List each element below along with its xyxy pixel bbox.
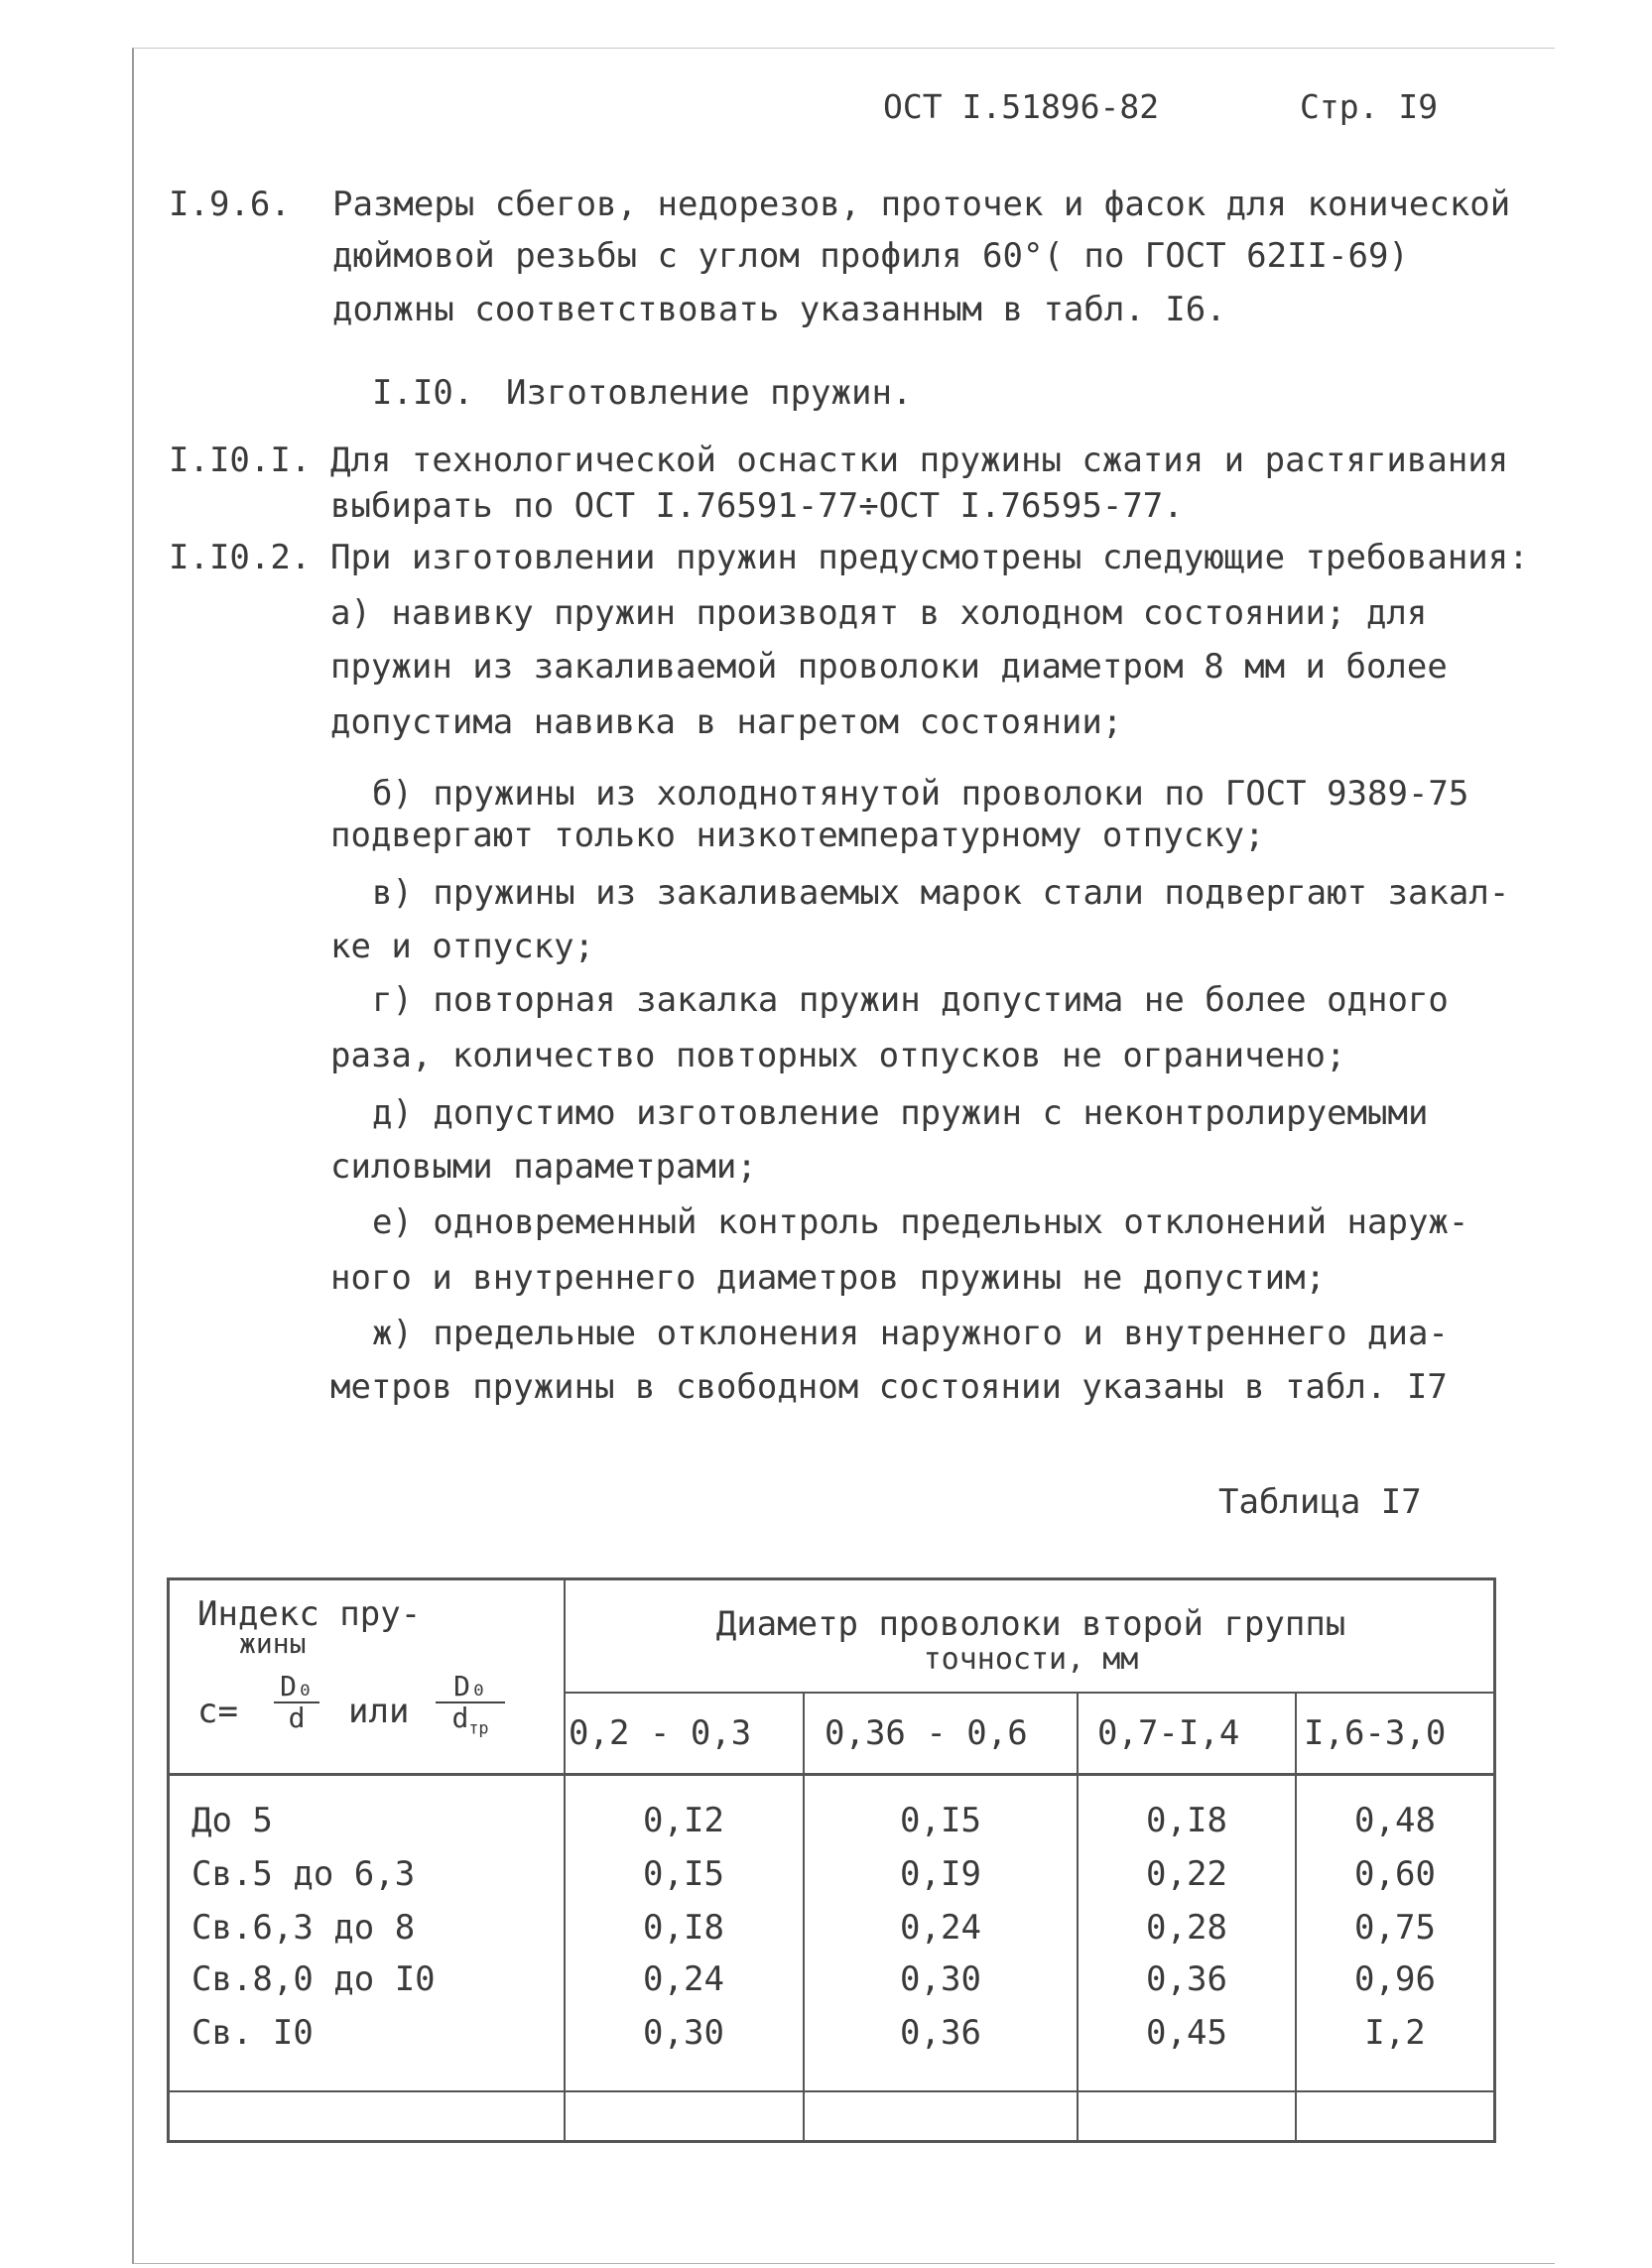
index-header: жины — [239, 1627, 307, 1660]
table-17 — [167, 1577, 1496, 2143]
list-item-d: д) допустимо изготовление пружин с неконтролируемыми — [372, 1093, 1429, 1133]
row-label: Св.6,3 до 8 — [191, 1908, 416, 1948]
table-cell: 0,I9 — [900, 1854, 981, 1894]
text-line: выбирать по ОСТ I.76591-77÷ОСТ I.76595-77. — [330, 486, 1184, 526]
text-line: раза, количество повторных отпусков не ограничено; — [330, 1036, 1346, 1075]
text-line: подвергают только низкотемпературному отпуску; — [330, 816, 1265, 855]
fraction-numerator: D₀ — [274, 1672, 319, 1703]
text-line: При изготовлении пружин предусмотрены следующие требования: — [330, 538, 1529, 577]
group-header: точности, мм — [923, 1642, 1139, 1677]
section-title: Изготовление пружин. — [506, 373, 913, 413]
fraction-denominator-sub: тр — [468, 1717, 489, 1738]
page-number: Стр. I9 — [1300, 87, 1439, 126]
table-cell: 0,96 — [1354, 1959, 1436, 1999]
table-cell: 0,I8 — [1146, 1801, 1227, 1840]
list-item-v: в) пружины из закаливаемых марок стали подвергают закал- — [372, 873, 1510, 913]
table-cell: 0,I8 — [643, 1908, 724, 1948]
table-cell: 0,I5 — [900, 1801, 981, 1840]
table-cell: 0,48 — [1354, 1801, 1436, 1840]
index-header: Индекс пру- — [197, 1594, 422, 1634]
text-line: пружин из закаливаемой проволоки диаметром 8 мм и более — [330, 647, 1448, 687]
clause-number: I.I0.I. — [169, 441, 312, 480]
text-line: Для технологической оснастки пружины сжатия и растягивания — [330, 441, 1509, 480]
table-rule — [564, 1692, 1493, 1694]
text-line: силовыми параметрами; — [330, 1147, 757, 1187]
column-header: 0,36 - 0,6 — [825, 1713, 1028, 1753]
fraction-numerator: D₀ — [436, 1672, 505, 1703]
formula-fraction — [274, 1672, 319, 1733]
fraction-denominator-base: d — [451, 1701, 469, 1734]
table-cell: 0,30 — [900, 1959, 981, 1999]
list-item-zh: ж) предельные отклонения наружного и внутреннего диа- — [372, 1314, 1449, 1353]
table-cell: 0,45 — [1146, 2013, 1227, 2053]
text-line: Размеры сбегов, недорезов, проточек и фасок для конической — [332, 185, 1511, 224]
column-header: I,6-3,0 — [1304, 1713, 1447, 1753]
column-header: 0,7-I,4 — [1097, 1713, 1240, 1753]
formula-fraction — [436, 1672, 505, 1743]
clause-number: I.I0.2. — [169, 538, 312, 577]
row-label: Св. I0 — [191, 2013, 314, 2053]
table-cell: 0,22 — [1146, 1854, 1227, 1894]
table-cell: 0,24 — [643, 1959, 724, 1999]
text-line: метров пружины в свободном состоянии указаны в табл. I7 — [330, 1367, 1448, 1407]
row-label: До 5 — [191, 1801, 273, 1840]
clause-number: I.9.6. — [169, 185, 291, 224]
list-item-a: а) навивку пружин производят в холодном состоянии; для — [330, 593, 1428, 633]
table-header-rule — [170, 1773, 1493, 1776]
text-line: допустима навивка в нагретом состоянии; — [330, 702, 1123, 742]
table-cell: 0,24 — [900, 1908, 981, 1948]
table-cell: 0,I2 — [643, 1801, 724, 1840]
table-cell: 0,60 — [1354, 1854, 1436, 1894]
fraction-denominator — [436, 1703, 505, 1743]
text-line: ного и внутреннего диаметров пружины не допустим; — [330, 1258, 1327, 1298]
fraction-denominator: d — [288, 1701, 306, 1734]
list-item-e: е) одновременный контроль предельных отклонений наруж- — [372, 1202, 1469, 1242]
table-cell: 0,36 — [1146, 1959, 1227, 1999]
document-code: ОСТ I.51896-82 — [883, 87, 1160, 126]
list-item-b: б) пружины из холоднотянутой проволоки по ГОСТ 9389-75 — [372, 774, 1469, 814]
column-header: 0,2 - 0,3 — [569, 1713, 752, 1753]
table-caption: Таблица I7 — [1218, 1482, 1422, 1522]
table-cell: 0,I5 — [643, 1854, 724, 1894]
table-cell: I,2 — [1364, 2013, 1426, 2053]
list-item-g: г) повторная закалка пружин допустима не более одного — [372, 980, 1449, 1020]
group-header: Диаметр проволоки второй группы — [715, 1604, 1346, 1644]
table-cell: 0,28 — [1146, 1908, 1227, 1948]
row-label: Св.8,0 до I0 — [191, 1959, 436, 1999]
text-line: ке и отпуску; — [330, 927, 595, 966]
section-number: I.I0. — [372, 373, 474, 413]
table-cell: 0,36 — [900, 2013, 981, 2053]
table-cell: 0,30 — [643, 2013, 724, 2053]
formula-prefix: c= — [197, 1692, 238, 1731]
row-label: Св.5 до 6,3 — [191, 1854, 416, 1894]
text-line: дюймовой резьбы с углом профиля 60°( по ГОСТ 62II-69) — [332, 236, 1409, 276]
table-cell: 0,75 — [1354, 1908, 1436, 1948]
formula-or: или — [348, 1692, 410, 1731]
table-bottom-rule — [170, 2090, 1493, 2092]
text-line: должны соответствовать указанным в табл. I6. — [332, 290, 1226, 329]
